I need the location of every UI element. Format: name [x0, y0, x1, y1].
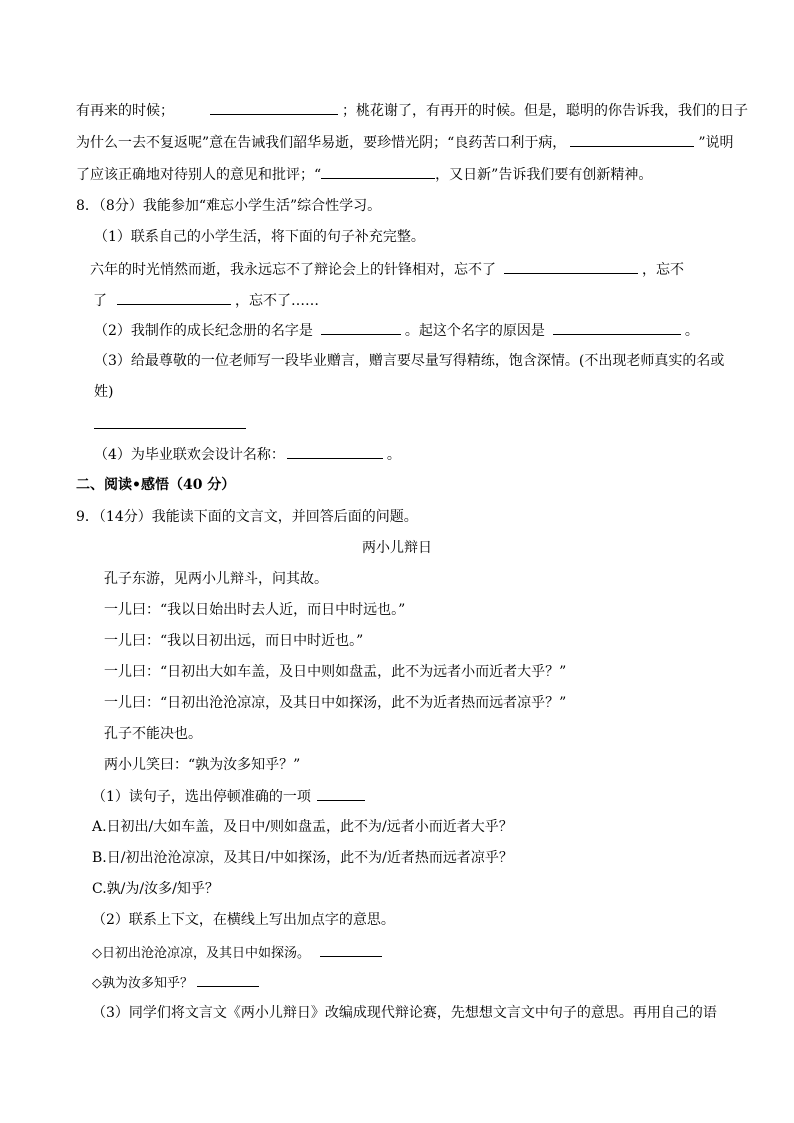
- q9-sub-1: （1）读句子，选出停顿准确的一项: [92, 786, 365, 807]
- option-c[interactable]: C.孰/为/汝多/知乎？: [92, 881, 219, 897]
- q8-part-3: （3）给最尊敬的一位老师写一段毕业赠言，赠言要尽量写得精练，饱含深情。(不出现老师真实的名或: [94, 353, 725, 369]
- answer-blank[interactable]: [504, 259, 638, 274]
- q8-part-3-cont: 姓): [94, 384, 114, 400]
- passage-line: 一儿曰：“日初出沧沧凉凉，及其日中如探汤，此不为近者热而远者凉乎？”: [104, 695, 567, 711]
- option-b[interactable]: B.日/初出沧沧凉凉，及其日/中如探汤，此不为/近者热而远者凉乎？: [92, 850, 513, 866]
- section-heading: 二、阅读•感悟（40 分）: [76, 477, 236, 493]
- option-a[interactable]: A.日初出/大如车盖，及日中/则如盘盂，此不为/远者小而近者大乎？: [92, 819, 513, 835]
- passage-title: 两小儿辩日: [362, 540, 432, 556]
- answer-blank[interactable]: [320, 942, 382, 957]
- text-line: 有再来的时候； ；桃花谢了，有再开的时候。但是，聪明的你告诉我，我们的日子: [76, 100, 748, 121]
- question-9-heading: 9．（14分）我能读下面的文言文，并回答后面的问题。: [76, 509, 418, 525]
- answer-blank[interactable]: [553, 320, 681, 335]
- q8-part-1: （1）联系自己的小学生活，将下面的句子补充完整。: [94, 229, 425, 245]
- answer-blank[interactable]: [197, 972, 259, 987]
- q9-sub-3: （3）同学们将文言文《两小儿辩日》改编成现代辩论赛，先想想文言文中句子的意思。再用自己的语: [92, 1005, 717, 1021]
- answer-blank[interactable]: [321, 164, 435, 179]
- answer-blank[interactable]: [317, 786, 365, 801]
- q8-part-2: （2）我制作的成长纪念册的名字是 。起这个名字的原因是 。: [94, 320, 699, 341]
- passage-line: 一儿曰：“我以日初出远，而日中时近也。”: [104, 633, 364, 649]
- passage-line: 两小儿笑曰：“孰为汝多知乎？”: [104, 757, 301, 773]
- question-8-heading: 8．（8分）我能参加“难忘小学生活”综合性学习。: [76, 198, 382, 214]
- passage-line: 一儿曰：“日初出大如车盖，及日中则如盘盂，此不为远者小而近者大乎？”: [104, 664, 567, 680]
- answer-blank[interactable]: [287, 444, 383, 459]
- q9-sub-2-item: ◇孰为汝多知乎？: [92, 972, 259, 994]
- q9-sub-2: （2）联系上下文，在横线上写出加点字的意思。: [92, 912, 395, 928]
- answer-blank[interactable]: [94, 428, 246, 429]
- passage-line: 孔子不能决也。: [104, 726, 202, 742]
- answer-blank[interactable]: [117, 290, 231, 305]
- passage-line: 一儿曰：“我以日始出时去人近，而日中时远也。”: [104, 602, 406, 618]
- q9-sub-2-item: ◇日初出沧沧凉凉，及其日中如探汤。: [92, 942, 382, 964]
- text-line: 了应该正确地对待别人的意见和批评；“ ，又日新”告诉我们要有创新精神。: [76, 164, 652, 185]
- answer-blank[interactable]: [210, 100, 338, 115]
- answer-blank[interactable]: [321, 320, 401, 335]
- text-line: 为什么一去不复返呢”意在告诫我们韶华易逝，要珍惜光阴；“良药苦口利于病， ”说明: [76, 132, 733, 153]
- passage-line: 孔子东游，见两小儿辩斗，问其故。: [104, 571, 328, 587]
- q8-part-4: （4）为毕业联欢会设计名称： 。: [94, 444, 401, 465]
- answer-blank[interactable]: [570, 132, 694, 147]
- q8-sentence: 六年的时光悄然而逝，我永远忘不了辩论会上的针锋相对，忘不了 ，忘不: [90, 259, 684, 280]
- q8-sentence: 了 ，忘不了……: [93, 290, 319, 311]
